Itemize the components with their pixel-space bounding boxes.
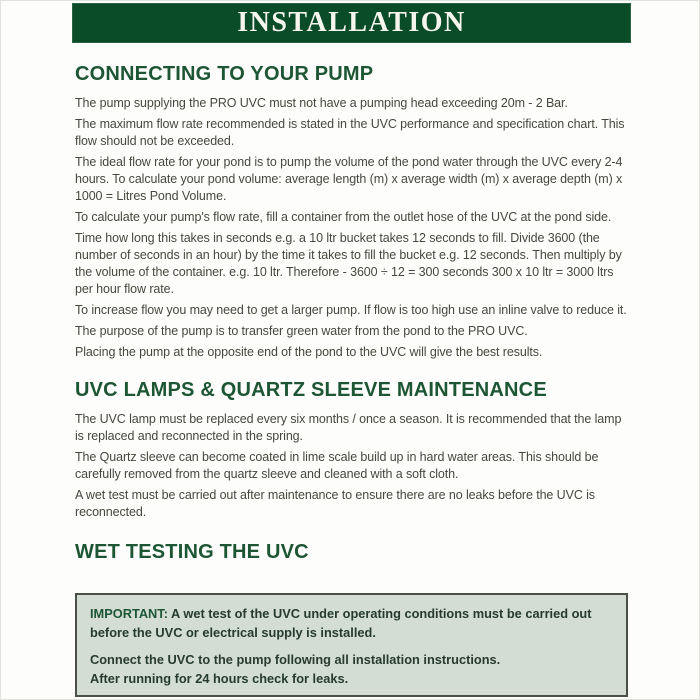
important-notice-line: After running for 24 hours check for leaks. (90, 671, 349, 686)
section-heading-wet-testing: WET TESTING THE UVC (75, 541, 309, 563)
important-notice-intro (90, 604, 613, 642)
section-body-lamp-sleeve-maintenance (75, 411, 628, 525)
paragraph: To calculate your pump's flow rate, fill a container from the outlet hose of the UVC at the pond side. (75, 210, 612, 224)
section-heading-lamp-sleeve-maintenance: UVC LAMPS & QUARTZ SLEEVE MAINTENANCE (75, 379, 547, 401)
paragraph: The ideal flow rate for your pond is to pump the volume of the pond water through the UVC every 2-4 hours. To calculate your pond volume: average length (m) x average width (m) x average depth (m) x 1000 = Litres Pond Volume. (75, 155, 623, 203)
paragraph: The purpose of the pump is to transfer green water from the pond to the PRO UVC. (75, 324, 528, 338)
section-body-connecting-to-pump (75, 95, 628, 365)
paragraph: The Quartz sleeve can become coated in lime scale build up in hard water areas. This should be carefully removed from the quartz sleeve and cleaned with a soft cloth. (75, 450, 599, 481)
section-heading-connecting-to-pump: CONNECTING TO YOUR PUMP (75, 63, 374, 85)
important-notice-box (75, 593, 628, 697)
paragraph: The pump supplying the PRO UVC must not have a pumping head exceeding 20m - 2 Bar. (75, 96, 568, 110)
paragraph: Placing the pump at the opposite end of the pond to the UVC will give the best results. (75, 345, 543, 359)
important-notice-line: Connect the UVC to the pump following all installation instructions. (90, 652, 501, 667)
paragraph: The maximum flow rate recommended is stated in the UVC performance and specification chart. This flow should not be exceeded. (75, 117, 625, 148)
paragraph: Time how long this takes in seconds e.g. a 10 ltr bucket takes 12 seconds to fill. Divide 3600 (the number of seconds in an hour) by the time it takes to fill the bucket e.g. 12 seconds. Then multiply by the volume of the container. e.g. 10 ltr. Therefore - 3600 ÷ 12 = 300 seconds 300 x 10 ltr = 3000 ltrs per hour flow rate. (75, 231, 622, 296)
important-intro-text: A wet test of the UVC under operating conditions must be carried out before the UVC or electrical supply is installed. (90, 606, 592, 640)
paragraph: To increase flow you may need to get a larger pump. If flow is too high use an inline valve to reduce it. (75, 303, 627, 317)
page-title-bar (72, 3, 631, 43)
paragraph: The UVC lamp must be replaced every six months / once a season. It is recommended that the lamp is replaced and reconnected in the spring. (75, 412, 622, 443)
page-title: INSTALLATION (237, 7, 466, 38)
important-label: IMPORTANT: (90, 606, 168, 621)
paragraph: A wet test must be carried out after maintenance to ensure there are no leaks before the UVC is reconnected. (75, 488, 595, 519)
